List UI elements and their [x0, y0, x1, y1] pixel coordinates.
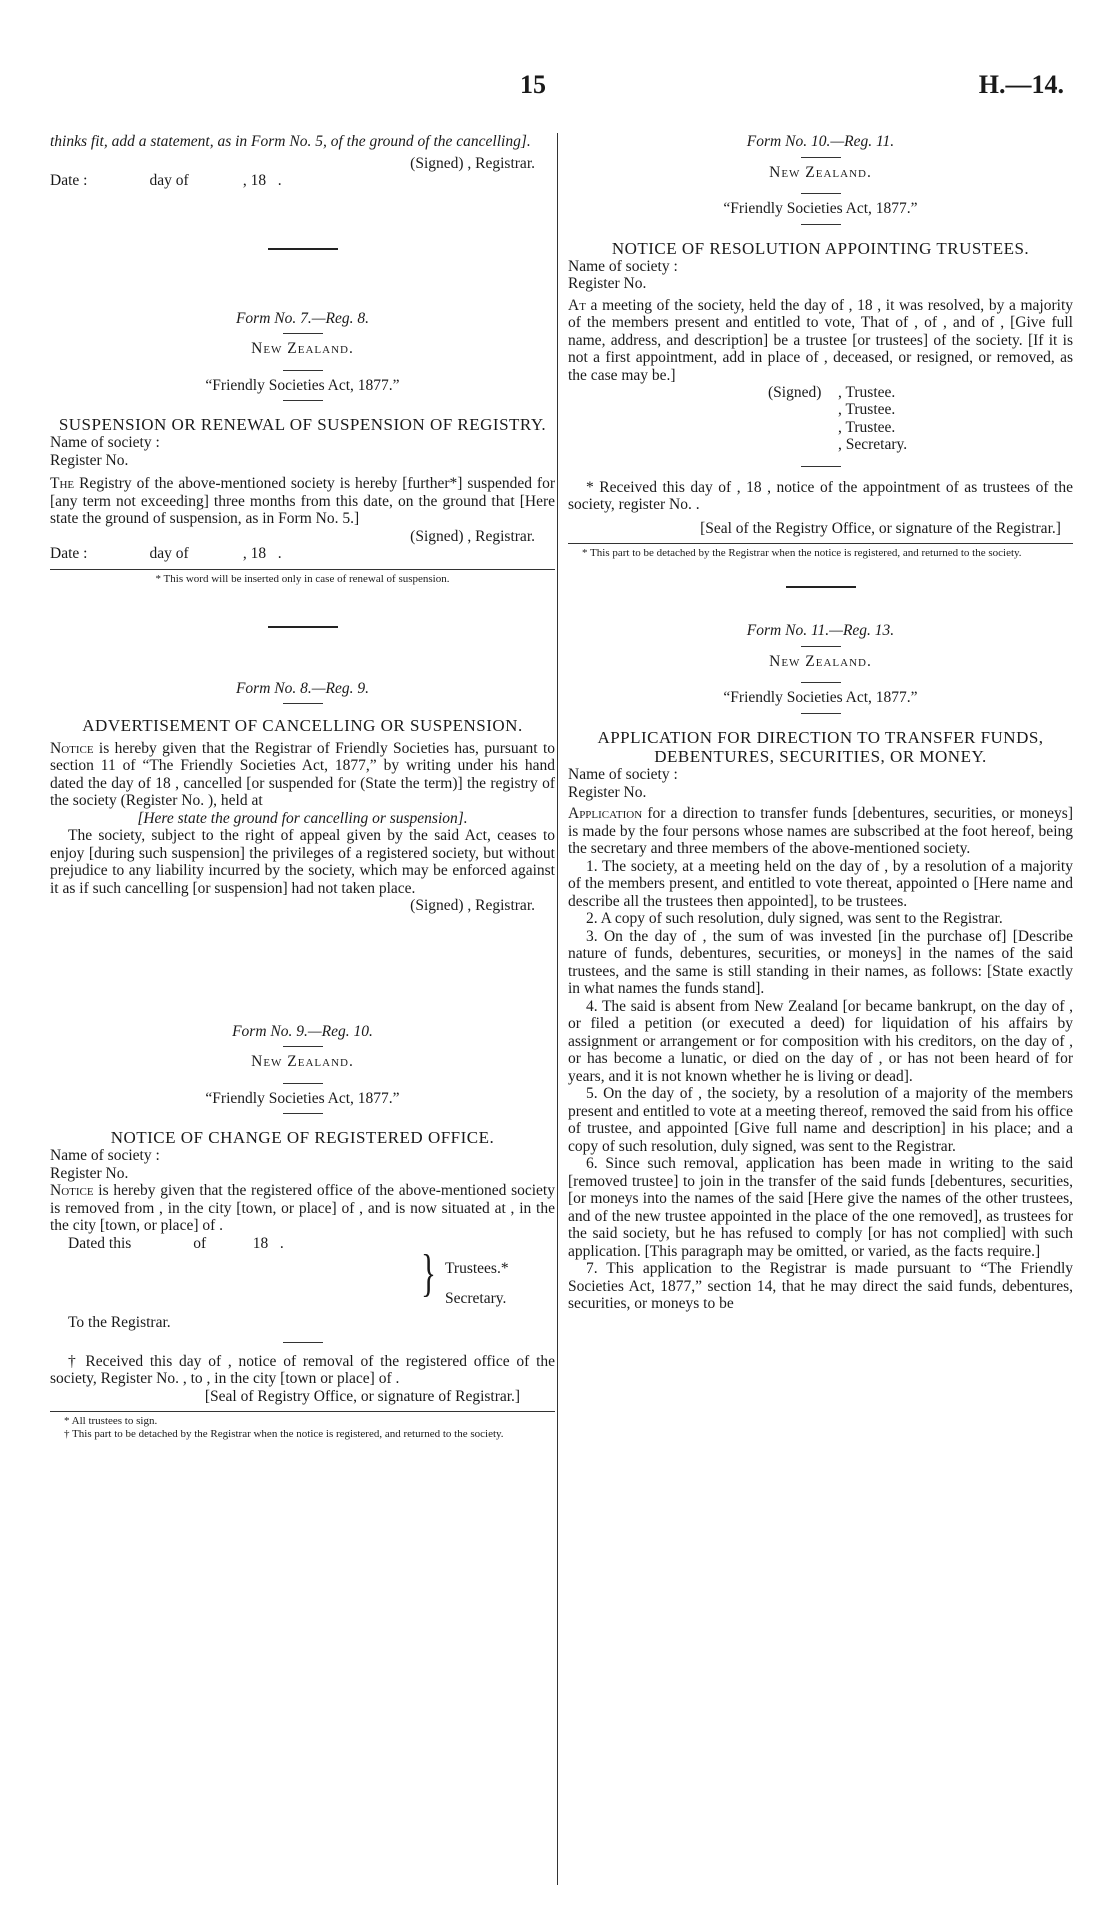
form-9 — [50, 1023, 555, 1442]
form-number: Form No. 11.—Reg. 13. — [746, 622, 895, 640]
form-title: NOTICE OF CHANGE OF REGISTERED OFFICE. — [110, 1128, 495, 1148]
form-11 — [568, 622, 1073, 1312]
clause-5: 5. On the day of , the society, by a resolution of a majority of the members present and entitled to vote at a meeting thereof, removed the said from his office of trustee, and appointed [Give full name and description] in his place; and a copy of such resolution, duly signed, was sent to the Registrar. — [568, 1085, 1073, 1155]
society-name-label: Name of society : — [568, 766, 678, 784]
dated-line: Dated this of 18 . — [68, 1234, 284, 1252]
divider — [283, 1342, 323, 1343]
country-heading: New Zealand. — [769, 163, 872, 181]
footnote-1: * All trustees to sign. — [64, 1415, 158, 1428]
column-divider — [557, 133, 558, 1885]
divider — [801, 193, 841, 194]
form-title: ADVERTISEMENT OF CANCELLING OR SUSPENSION. — [82, 716, 523, 736]
page-number: 15 — [520, 70, 546, 99]
secretary-label: Secretary. — [445, 1290, 507, 1308]
footnote-rule — [50, 569, 555, 570]
brace: } — [420, 1245, 436, 1303]
trustee-2: , Trustee. — [838, 401, 896, 419]
seal-note: [Seal of Registry Office, or signature of Registrar.] — [204, 1387, 521, 1405]
divider — [283, 400, 323, 401]
receipt-text: † Received this day of , notice of removal of the registered office of the society, Register No. , to , in the city [town or place] of . — [50, 1352, 555, 1388]
receipt-text: * Received this day of , 18 , notice of the appointment of as trustees of the society, register No. . — [568, 478, 1073, 514]
form-body: Notice is hereby given that the registered office of the above-mentioned society is removed from , in the city [town, or place] of , and is now situated at , in the the city [town, or place] of . — [50, 1182, 555, 1235]
divider — [283, 370, 323, 371]
page-header — [0, 70, 1114, 110]
signatories — [50, 1245, 555, 1314]
divider — [283, 333, 323, 334]
form-number: Form No. 8.—Reg. 9. — [235, 679, 370, 697]
document-id: H.—14. — [978, 70, 1064, 99]
divider — [283, 1083, 323, 1084]
clause-1: 1. The society, at a meeting held on the day of , by a resolution of a majority of the members present, and entitled to vote thereat, appointed o [Here name and describe all the trustees then appointed], to be trustees. — [568, 857, 1073, 910]
divider — [283, 703, 323, 704]
form-body: Notice is hereby given that the Registrar of Friendly Societies has, pursuant to section 11 of “The Friendly Societies Act, 1877,” by writing under his hand dated the day of 18 , cancelled [or suspended for (State the term)] the registry of the society (Register No. ), held at — [50, 739, 555, 810]
divider — [801, 224, 841, 225]
register-no-label: Register No. — [568, 275, 647, 293]
society-name-label: Name of society : — [568, 257, 678, 275]
form-title: NOTICE OF RESOLUTION APPOINTING TRUSTEES. — [611, 238, 1030, 258]
divider — [801, 682, 841, 683]
register-no-label: Register No. — [50, 1164, 129, 1182]
signature-line: (Signed) , Registrar. — [410, 154, 535, 172]
footnote-rule — [568, 543, 1073, 544]
form-title: APPLICATION FOR DIRECTION TO TRANSFER FUNDS, DEBENTURES, SECURITIES, OR MONEY. — [597, 727, 1044, 767]
footnote-2: † This part to be detached by the Registrar when the notice is registered, and returned to the society. — [64, 1428, 504, 1441]
signature-block — [568, 384, 1073, 454]
form-8 — [50, 680, 555, 915]
footnote-rule — [50, 1411, 555, 1412]
country-heading: New Zealand. — [251, 340, 354, 357]
divider — [283, 1113, 323, 1114]
addressee: To the Registrar. — [68, 1314, 171, 1332]
register-no-label: Register No. — [568, 783, 647, 801]
clause-4: 4. The said is absent from New Zealand [or became bankrupt, on the day of , or filed a petition (or executed a deed) for liquidation of his affairs by assignment or arrangement or for composition with his creditors, on the day of , or has become a lunatic, or died on the day of , or has not been heard of for years, and it is not known whether he is living or dead]. — [568, 997, 1073, 1085]
divider — [801, 646, 841, 647]
right-column — [568, 133, 1073, 1313]
divider — [801, 157, 841, 158]
continued-text: thinks fit, add a statement, as in Form No. 5, of the ground of the cancelling]. — [50, 133, 531, 150]
clause-3: 3. On the day of , the sum of was invested [in the purchase of] [Describe nature of funds, debentures, securities, or moneys] in the names of the said trustees, and the same is still standing in their names, as follows: [State exactly in what names the funds stand]. — [568, 927, 1073, 998]
form-number: Form No. 7.—Reg. 8. — [235, 309, 370, 327]
act-title: “Friendly Societies Act, 1877.” — [205, 1089, 400, 1107]
signature-line: (Signed) , Registrar. — [410, 527, 535, 545]
register-no-label: Register No. — [50, 451, 129, 469]
society-name-label: Name of society : — [50, 434, 160, 452]
form-number: Form No. 9.—Reg. 10. — [232, 1022, 373, 1040]
clause-2: 2. A copy of such resolution, duly signed, was sent to the Registrar. — [586, 910, 1003, 928]
society-name-label: Name of society : — [50, 1147, 160, 1165]
footnote: * This word will be inserted only in case of renewal of suspension. — [155, 572, 450, 585]
form-number: Form No. 10.—Reg. 11. — [746, 133, 895, 150]
divider — [801, 713, 841, 714]
clause-6: 6. Since such removal, application has been made in writing to the said [removed trustee] to join in the transfer of the said funds [debentures, securities, [or moneys into the names of the said [Here give the names of the other trustees, and of the new trustee appointed in the place of the one removed], as trustees for the said society, but he has refused to comply [or has not complied] with such application. [This paragraph may be omitted, or varied, as the facts require.] — [568, 1155, 1073, 1260]
country-heading: New Zealand. — [769, 652, 872, 670]
date-line: Date : day of , 18 . — [50, 545, 282, 563]
act-title: “Friendly Societies Act, 1877.” — [723, 200, 918, 217]
form-title: SUSPENSION OR RENEWAL OF SUSPENSION OF REGISTRY. — [58, 415, 547, 434]
act-title: “Friendly Societies Act, 1877.” — [205, 376, 400, 394]
clause-7: 7. This application to the Registrar is made pursuant to “The Friendly Societies Act, 1877,” section 14, that he may direct the said funds, debentures, securities, or moneys to be — [568, 1260, 1073, 1313]
divider — [283, 1046, 323, 1047]
trustee-1: , Trustee. — [838, 383, 896, 401]
seal-note: [Seal of the Registry Office, or signature of the Registrar.] — [700, 519, 1061, 537]
form-body-ground: [Here state the ground for cancelling or suspension]. — [137, 809, 468, 827]
form-body: The Registry of the above-mentioned society is hereby [further*] suspended for [any term not exceeding] three months from this date, on the ground that [Here state the ground of suspension, as in Form No. 5.] — [50, 475, 555, 528]
form-10 — [568, 133, 1073, 560]
signature-line: (Signed) , Registrar. — [410, 897, 535, 915]
left-column — [50, 133, 555, 1442]
country-heading: New Zealand. — [251, 1053, 354, 1071]
secretary: , Secretary. — [838, 436, 908, 454]
form-body: At a meeting of the society, held the day of , 18 , it was resolved, by a majority of the members present and entitled to vote, That of , of , and of , [Give full name, address, and description] be a trustee [or trustees] of the society. [If it is not a first appointment, add in place of , deceased, or resigned, or removed, as the case may be.] — [568, 296, 1073, 384]
form-body: Application for a direction to transfer funds [debentures, securities, or moneys] is made by the four persons whose names are subscribed at the foot hereof, being the secretary and three members of the above-mentioned society. — [568, 805, 1073, 858]
form-body-effect: The society, subject to the right of appeal given by the said Act, ceases to enjoy [during such suspension] the privileges of a registered society, but without prejudice to any liability incurred by the society, which may be enforced against it as if such cancelling [or suspension] had not taken place. — [50, 827, 555, 897]
signed-label: (Signed) — [768, 384, 822, 402]
footnote: * This part to be detached by the Registrar when the notice is registered, and returned to the society. — [582, 547, 1022, 560]
divider — [801, 466, 841, 467]
date-line: Date : day of , 18 . — [50, 172, 282, 189]
trustees-label: Trustees.* — [445, 1260, 509, 1278]
trustee-3: , Trustee. — [838, 418, 896, 436]
act-title: “Friendly Societies Act, 1877.” — [723, 689, 918, 707]
form-7 — [50, 310, 555, 586]
